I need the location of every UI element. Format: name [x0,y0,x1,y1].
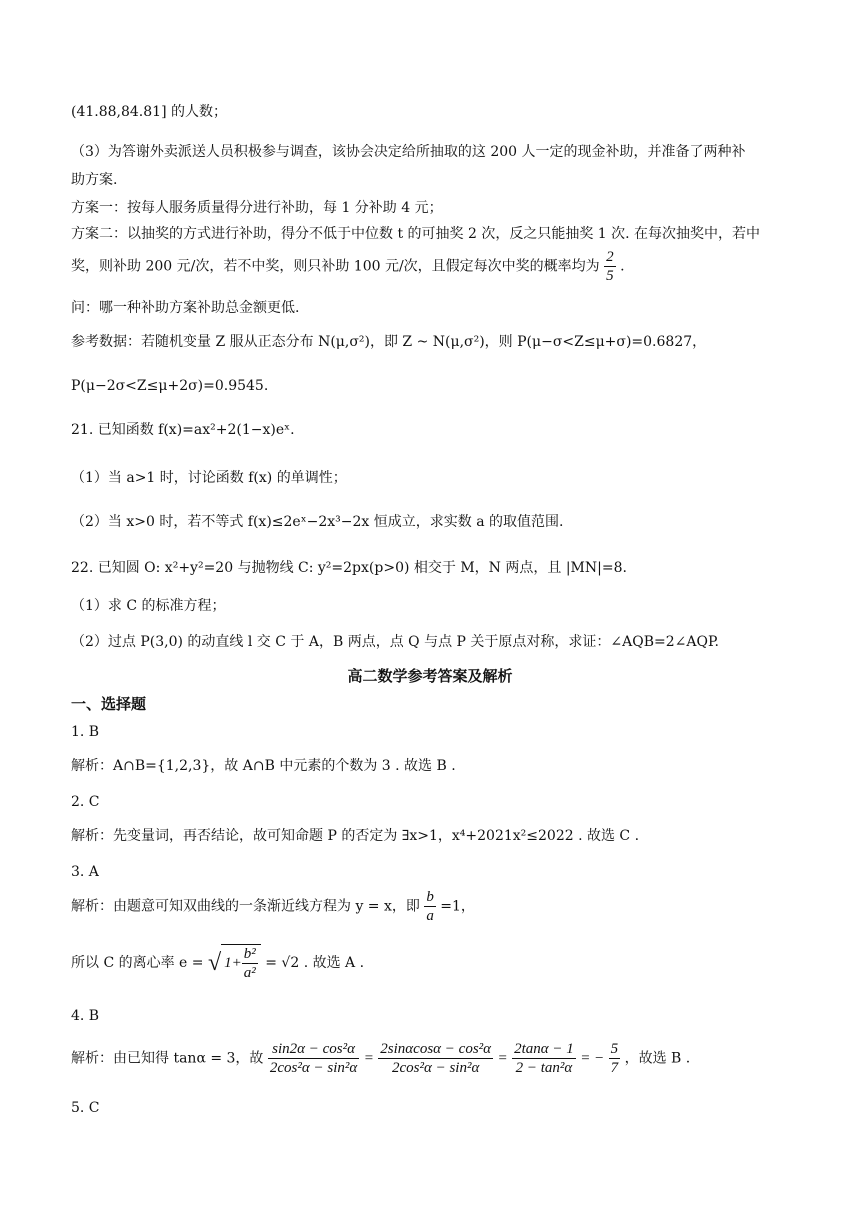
explanation-1: 解析：A∩B={1,2,3}，故 A∩B 中元素的个数为 3 . 故选 B . [71,758,456,774]
reference-data: 参考数据：若随机变量 Z 服从正态分布 N(μ,σ²)，即 Z ~ N(μ,σ²)，则 P(μ−σ<Z≤μ+σ)=0.6827， [71,334,707,350]
question-21-part-1: （1）当 a>1 时，讨论函数 f(x) 的单调性； [71,470,347,486]
question-22-part-1: （1）求 C 的标准方程； [71,598,226,614]
plan-two-text: 奖，则补助 200 元/次，若不中奖，则只补助 100 元/次，且假定每次中奖的概率均为 [71,258,600,275]
answer-4: 4. B [71,1008,100,1024]
question-20-part-3: （3）为答谢外卖派送人员积极参与调查，该协会决定给所抽取的这 200 人一定的现金补助，并准备了两种补 [71,144,746,160]
explanation-2: 解析：先变量词，再否结论，故可知命题 P 的否定为 ∃x>1，x⁴+2021x²≤2022 . 故选 C . [71,828,640,844]
answer-5: 5. C [71,1100,100,1116]
eccentricity-radical: √ 1+ $\frac{\text{b²}}{\text{a²}}$ [208,944,261,982]
answer-heading: 高二数学参考答案及解析 [347,667,513,685]
explanation-4: 解析：由已知得 tanα = 3，故 $\frac{\text{sin2α − cos²α}}{\text{2cos²α − sin²α}}$ = $\frac{\text{2sinαcosα − cos²α}}{\text{2cos²α − sin²α}}$ = $\frac{2\tan\alpha - 1}{\text{2 − tan²α}}$ = − $\frac{5}{7}$ ，故选 B . [71,1041,691,1076]
question-21: 21. 已知函数 f(x)=ax²+2(1−x)eˣ. [71,422,295,438]
explanation-3: 解析：由题意可知双曲线的一条渐近线方程为 y = x，即 $\frac{b}{a}$ =1， [71,889,475,924]
reference-data-cont: P(μ−2σ<Z≤μ+2σ)=0.9545. [71,378,269,394]
answer-2: 2. C [71,794,100,810]
question-22: 22. 已知圆 O: x²+y²=20 与抛物线 C: y²=2px(p>0) 相交于 M，N 两点，且 |MN|=8. [71,560,627,576]
trig-fraction-1: $\frac{\text{sin2α − cos²α}}{\text{2cos²α − sin²α}}$ [269,1041,358,1076]
answer-1: 1. B [71,724,100,740]
b-over-a-fraction: $\frac{b}{a}$ [426,889,434,924]
result-fraction: $\frac{5}{7}$ [610,1041,619,1076]
plan-two: 方案二：以抽奖的方式进行补助，得分不低于中位数 t 的可抽奖 2 次，反之只能抽奖 1 次. 在每次抽奖中，若中 [71,226,761,242]
explanation-3-cont: 所以 C 的离心率 e = √ 1+ $\frac{\text{b²}}{\text{a²}}$ = √2 . 故选 A . [71,946,365,981]
probability-fraction: $\frac{2}{5}$ [606,249,614,284]
answer-3: 3. A [71,864,99,880]
trig-fraction-2: $\frac{\text{2sinαcosα − cos²α}}{\text{2cos²α − sin²α}}$ [380,1041,492,1076]
interval-line: (41.88,84.81] 的人数； [71,104,227,120]
question-20-part-3-cont: 助方案. [71,172,118,188]
plan-two-cont: 奖，则补助 200 元/次，若不中奖，则只补助 100 元/次，且假定每次中奖的概率均为 $\frac{2}{5}$ . [71,249,625,284]
question-21-part-2: （2）当 x>0 时，若不等式 f(x)≤2eˣ−2x³−2x 恒成立，求实数 a 的取值范围. [71,514,564,530]
question-text: 问：哪一种补助方案补助总金额更低. [71,300,300,316]
question-22-part-2: （2）过点 P(3,0) 的动直线 l 交 C 于 A，B 两点，点 Q 与点 P 关于原点对称，求证：∠AQB=2∠AQP. [71,634,719,650]
trig-fraction-3: $\frac{2\tan\alpha - 1}{\text{2 − tan²α}}$ [514,1041,574,1076]
plan-one: 方案一：按每人服务质量得分进行补助，每 1 分补助 4 元； [71,200,443,216]
section-heading: 一、选择题 [71,695,147,713]
